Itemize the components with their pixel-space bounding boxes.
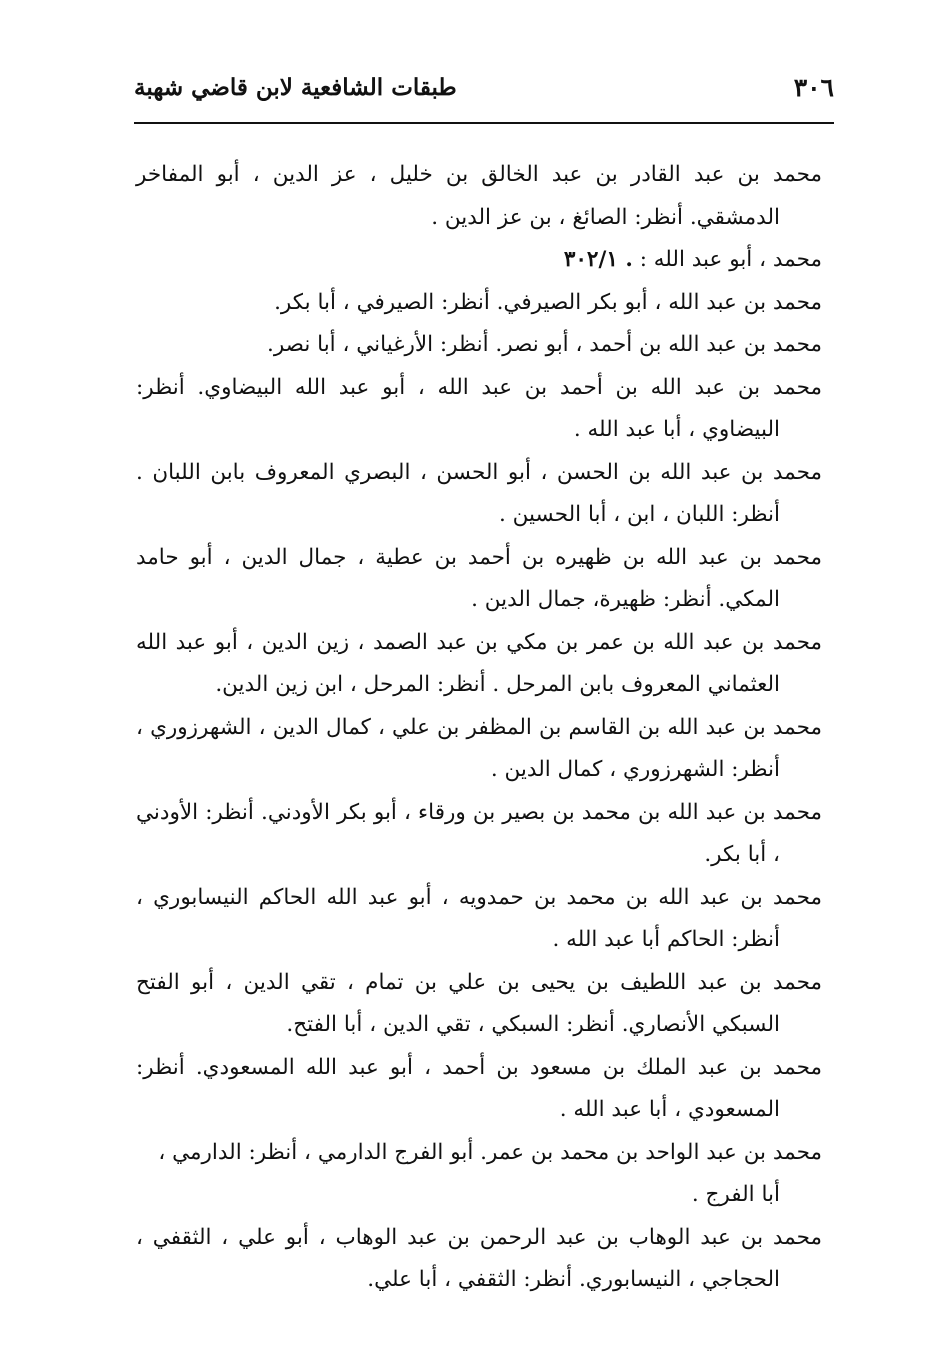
index-entry: محمد بن عبد الله بن القاسم بن المظفر بن علي ، كمال الدين ، الشهرزوري ، أنظر: الشهرزوري ، كمال الدين . — [136, 714, 822, 782]
index-entry: محمد بن عبد الواحد بن محمد بن عمر. أبو الفرج الدارمي ، أنظر: الدارمي ، أبا الفرج . — [158, 1139, 822, 1207]
volume-page-reference: ٣٠٢/١ . — [563, 247, 633, 272]
page-header — [134, 70, 834, 106]
running-title: طبقات الشافعية لابن قاضي شهبة — [134, 74, 457, 101]
index-entry: محمد بن عبد اللطيف بن يحيى بن علي بن تمام ، تقي الدين ، أبو الفتح السبكي الأنصاري. أنظر: السبكي ، تقي الدين ، أبا الفتح. — [136, 969, 822, 1037]
index-entry: محمد بن عبد الله بن ظهيره بن أحمد بن عطية ، جمال الدين ، أبو حامد المكي. أنظر: ظهيرة، جمال الدين . — [136, 544, 822, 612]
index-entry: محمد بن عبد القادر بن عبد الخالق بن خليل ، عز الدين ، أبو المفاخر الدمشقي. أنظر: الصائغ ، بن عز الدين . — [136, 162, 822, 230]
page-number: ٣٠٦ — [793, 73, 834, 102]
index-entry: محمد بن عبد الله بن عمر بن مكي بن عبد الصمد ، زين الدين ، أبو عبد الله العثماني المعروف بابن المرحل . أنظر: المرحل ، ابن زين الدين. — [136, 629, 822, 697]
index-entries — [136, 154, 822, 1302]
index-entry: محمد بن عبد الله بن أحمد ، أبو نصر. أنظر: الأرغياني ، أبا نصر. — [266, 332, 822, 357]
index-entry: محمد بن عبد الملك بن مسعود بن أحمد ، أبو عبد الله المسعودي. أنظر: المسعودي ، أبا عبد الله . — [136, 1054, 822, 1122]
index-entry: محمد بن عبد الله بن محمد بن حمدويه ، أبو عبد الله الحاكم النيسابوري ، أنظر: الحاكم أبا عبد الله . — [136, 884, 822, 952]
index-entry: محمد ، أبو عبد الله : ٣٠٢/١ . — [563, 247, 822, 272]
index-entry: محمد بن عبد الله بن أحمد بن عبد الله ، أبو عبد الله البيضاوي. أنظر: البيضاوي ، أبا عبد الله . — [136, 374, 822, 442]
index-entry: محمد بن عبد الله بن الحسن ، أبو الحسن ، البصري المعروف بابن اللبان . أنظر: اللبان ، ابن ، أبا الحسين . — [136, 459, 822, 527]
index-entry: محمد بن عبد الله بن محمد بن بصير بن ورقاء ، أبو بكر الأودني. أنظر: الأودني ، أبا بكر. — [136, 799, 822, 867]
index-entry: محمد بن عبد الله ، أبو بكر الصيرفي. أنظر: الصيرفي ، أبا بكر. — [274, 289, 822, 315]
index-entry: محمد بن عبد الوهاب بن عبد الرحمن بن عبد الوهاب ، أبو علي ، الثقفي ، الحجاجي ، النيسابوري. أنظر: الثقفي ، أبا علي. — [136, 1224, 822, 1292]
header-rule — [134, 122, 834, 124]
